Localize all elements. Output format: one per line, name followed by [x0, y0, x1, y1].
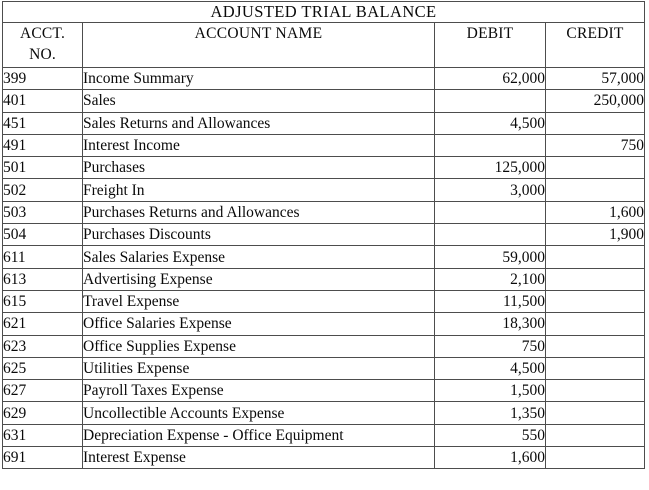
- cell-debit: 18,300: [435, 313, 546, 335]
- cell-account-name: Interest Expense: [83, 447, 435, 469]
- cell-acct-no: 502: [3, 179, 83, 201]
- adjusted-trial-balance-table: [2, 1, 645, 469]
- column-header-debit: DEBIT: [435, 23, 546, 68]
- column-header-account-name: ACCOUNT NAME: [83, 23, 435, 68]
- cell-acct-no: 491: [3, 134, 83, 156]
- cell-account-name: Purchases Discounts: [83, 224, 435, 246]
- cell-credit: [546, 290, 645, 312]
- cell-account-name: Utilities Expense: [83, 357, 435, 379]
- cell-account-name: Purchases Returns and Allowances: [83, 201, 435, 223]
- cell-account-name: Interest Income: [83, 134, 435, 156]
- cell-debit: 750: [435, 335, 546, 357]
- cell-debit: 62,000: [435, 68, 546, 90]
- cell-account-name: Office Supplies Expense: [83, 335, 435, 357]
- cell-credit: [546, 268, 645, 290]
- table-row: [3, 424, 645, 446]
- table-row: [3, 335, 645, 357]
- column-header-acct-no: [3, 23, 83, 68]
- table-row: [3, 402, 645, 424]
- cell-acct-no: 613: [3, 268, 83, 290]
- cell-acct-no: 621: [3, 313, 83, 335]
- cell-debit: [435, 134, 546, 156]
- cell-acct-no: 501: [3, 157, 83, 179]
- cell-credit: [546, 380, 645, 402]
- cell-credit: [546, 402, 645, 424]
- table-row: [3, 157, 645, 179]
- cell-acct-no: 503: [3, 201, 83, 223]
- cell-credit: 1,900: [546, 224, 645, 246]
- cell-acct-no: 401: [3, 90, 83, 112]
- cell-credit: 750: [546, 134, 645, 156]
- table-row: [3, 246, 645, 268]
- cell-account-name: Payroll Taxes Expense: [83, 380, 435, 402]
- cell-credit: [546, 357, 645, 379]
- cell-credit: [546, 157, 645, 179]
- cell-acct-no: 691: [3, 447, 83, 469]
- table-row: [3, 201, 645, 223]
- cell-debit: 11,500: [435, 290, 546, 312]
- cell-debit: 1,500: [435, 380, 546, 402]
- cell-account-name: Office Salaries Expense: [83, 313, 435, 335]
- cell-debit: [435, 201, 546, 223]
- column-header-credit: CREDIT: [546, 23, 645, 68]
- cell-account-name: Uncollectible Accounts Expense: [83, 402, 435, 424]
- cell-debit: 1,600: [435, 447, 546, 469]
- table-row: [3, 290, 645, 312]
- cell-debit: [435, 224, 546, 246]
- cell-account-name: Purchases: [83, 157, 435, 179]
- cell-debit: 3,000: [435, 179, 546, 201]
- cell-acct-no: 631: [3, 424, 83, 446]
- cell-debit: 59,000: [435, 246, 546, 268]
- table-row: [3, 68, 645, 90]
- cell-debit: 2,100: [435, 268, 546, 290]
- cell-debit: 4,500: [435, 112, 546, 134]
- cell-account-name: Depreciation Expense - Office Equipment: [83, 424, 435, 446]
- cell-acct-no: 629: [3, 402, 83, 424]
- cell-debit: 550: [435, 424, 546, 446]
- cell-credit: [546, 112, 645, 134]
- table-row: [3, 313, 645, 335]
- table-row: [3, 112, 645, 134]
- acct-no-line-2: NO.: [29, 46, 56, 63]
- page-title: ADJUSTED TRIAL BALANCE: [3, 2, 645, 23]
- cell-account-name: Sales Salaries Expense: [83, 246, 435, 268]
- cell-credit: 1,600: [546, 201, 645, 223]
- cell-credit: [546, 179, 645, 201]
- cell-account-name: Freight In: [83, 179, 435, 201]
- cell-acct-no: 451: [3, 112, 83, 134]
- cell-credit: [546, 335, 645, 357]
- cell-debit: 125,000: [435, 157, 546, 179]
- cell-debit: [435, 90, 546, 112]
- cell-debit: 4,500: [435, 357, 546, 379]
- cell-credit: 250,000: [546, 90, 645, 112]
- cell-acct-no: 504: [3, 224, 83, 246]
- table-row: [3, 357, 645, 379]
- table-row: [3, 134, 645, 156]
- table-row: [3, 268, 645, 290]
- cell-credit: [546, 424, 645, 446]
- cell-debit: 1,350: [435, 402, 546, 424]
- cell-credit: [546, 447, 645, 469]
- cell-acct-no: 611: [3, 246, 83, 268]
- cell-credit: [546, 246, 645, 268]
- cell-acct-no: 615: [3, 290, 83, 312]
- title-row: [3, 2, 645, 23]
- cell-account-name: Advertising Expense: [83, 268, 435, 290]
- cell-credit: 57,000: [546, 68, 645, 90]
- table-row: [3, 224, 645, 246]
- cell-account-name: Income Summary: [83, 68, 435, 90]
- table-row: [3, 380, 645, 402]
- cell-acct-no: 623: [3, 335, 83, 357]
- cell-acct-no: 627: [3, 380, 83, 402]
- cell-account-name: Sales Returns and Allowances: [83, 112, 435, 134]
- cell-account-name: Sales: [83, 90, 435, 112]
- cell-credit: [546, 313, 645, 335]
- acct-no-line-1: ACCT.: [19, 25, 66, 42]
- table-row: [3, 447, 645, 469]
- table-row: [3, 179, 645, 201]
- table-row: [3, 90, 645, 112]
- cell-account-name: Travel Expense: [83, 290, 435, 312]
- table-body: [3, 2, 645, 469]
- cell-acct-no: 399: [3, 68, 83, 90]
- cell-acct-no: 625: [3, 357, 83, 379]
- column-header-row: [3, 23, 645, 68]
